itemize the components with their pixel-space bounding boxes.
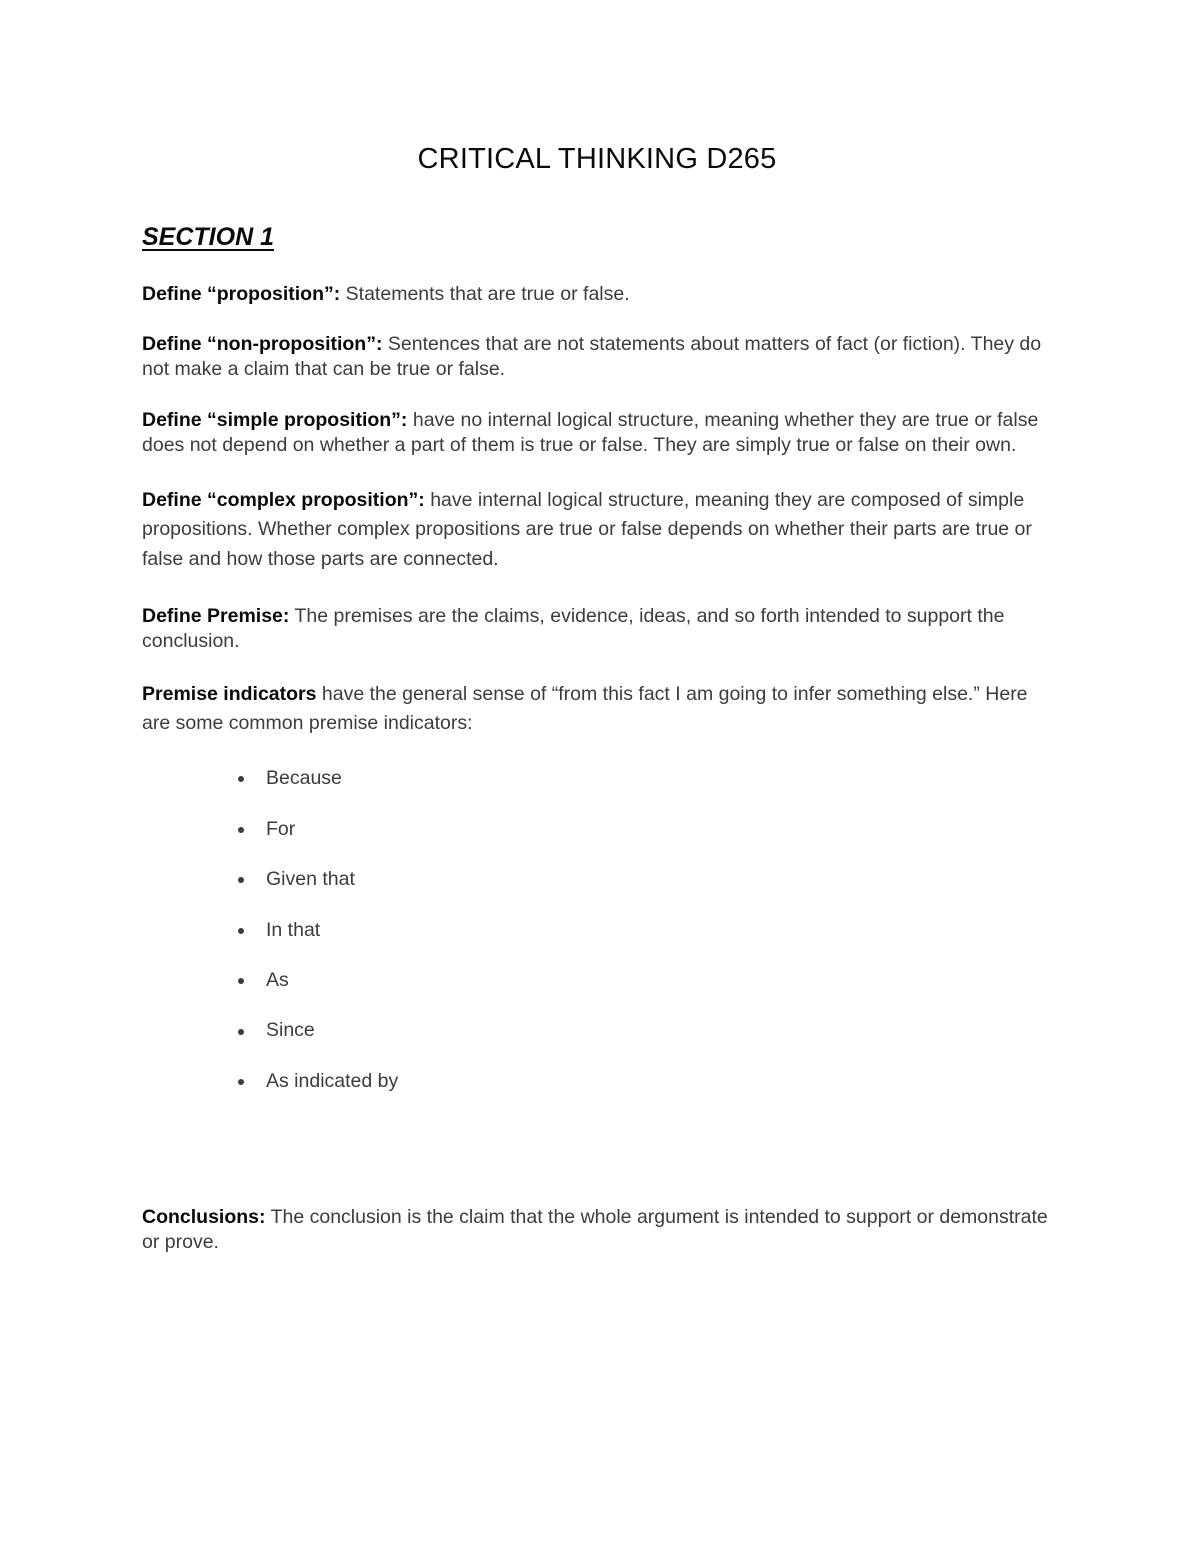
paragraph-simple-proposition [142, 382, 1052, 458]
bullet-dot-icon [238, 827, 244, 833]
paragraph-non-proposition [142, 307, 1052, 382]
term-label-conclusions: Conclusions: [142, 1206, 266, 1229]
list-item-label: For [266, 817, 296, 840]
bullet-dot-icon [238, 978, 244, 984]
paragraph-premise [142, 574, 1052, 654]
paragraph-proposition [142, 252, 1052, 307]
paragraph-conclusions [142, 1121, 1052, 1255]
list-item-label: Because [266, 767, 342, 790]
list-item-label: As indicated by [266, 1069, 399, 1092]
bullet-dot-icon [238, 928, 244, 934]
term-body-conclusions: The conclusion is the claim that the whole argument is intended to support or demonstrate or prove. [142, 1206, 1048, 1254]
list-item [142, 970, 1052, 991]
bullet-dot-icon [238, 1029, 244, 1035]
term-body-complex-proposition: have internal logical structure, meaning they are composed of simple propositions. Whether complex propositions are true or false depends on whether their parts are true or false and how those parts are connected. [142, 489, 1032, 570]
bullet-dot-icon [238, 877, 244, 883]
term-body-non-proposition: Sentences that are not statements about matters of fact (or fiction). They do not make a claim that can be true or false. [142, 333, 1042, 381]
paragraph-premise-indicators [142, 654, 1052, 739]
bullet-dot-icon [238, 776, 244, 782]
list-item-label: In that [266, 918, 321, 941]
term-body-proposition: Statements that are true or false. [340, 283, 630, 306]
term-label-proposition: Define “proposition”: [142, 283, 341, 306]
section-heading [142, 176, 1052, 252]
section-heading-label: SECTION 1 [142, 223, 274, 252]
term-label-simple-proposition: Define “simple proposition”: [142, 409, 408, 432]
term-label-complex-proposition: Define “complex proposition”: [142, 489, 425, 512]
list-item [142, 819, 1052, 840]
term-body-simple-proposition: have no internal logical structure, meaning whether they are true or false does not depend on whether a part of them is true or false. They are simply true or false on their own. [142, 409, 1039, 457]
list-item [142, 920, 1052, 941]
term-body-premise-indicators: have the general sense of “from this fact I am going to infer something else.” Here are some common premise indicators: [142, 682, 1028, 735]
term-body-premise: The premises are the claims, evidence, ideas, and so forth intended to support the conclusion. [142, 604, 1005, 652]
list-item [142, 1020, 1052, 1041]
document-body [142, 0, 1052, 1255]
term-label-non-proposition: Define “non-proposition”: [142, 333, 383, 356]
bullet-dot-icon [238, 1079, 244, 1085]
list-item-label: As [266, 969, 289, 992]
list-item [142, 1071, 1052, 1092]
list-item-label: Given that [266, 868, 355, 891]
term-label-premise-indicators: Premise indicators [142, 682, 317, 705]
list-item-label: Since [266, 1019, 315, 1042]
list-item [142, 869, 1052, 890]
list-item [142, 768, 1052, 789]
premise-indicator-list [142, 738, 1052, 1092]
term-label-premise: Define Premise: [142, 604, 290, 627]
paragraph-complex-proposition [142, 458, 1052, 574]
page-title: CRITICAL THINKING D265 [417, 143, 777, 175]
